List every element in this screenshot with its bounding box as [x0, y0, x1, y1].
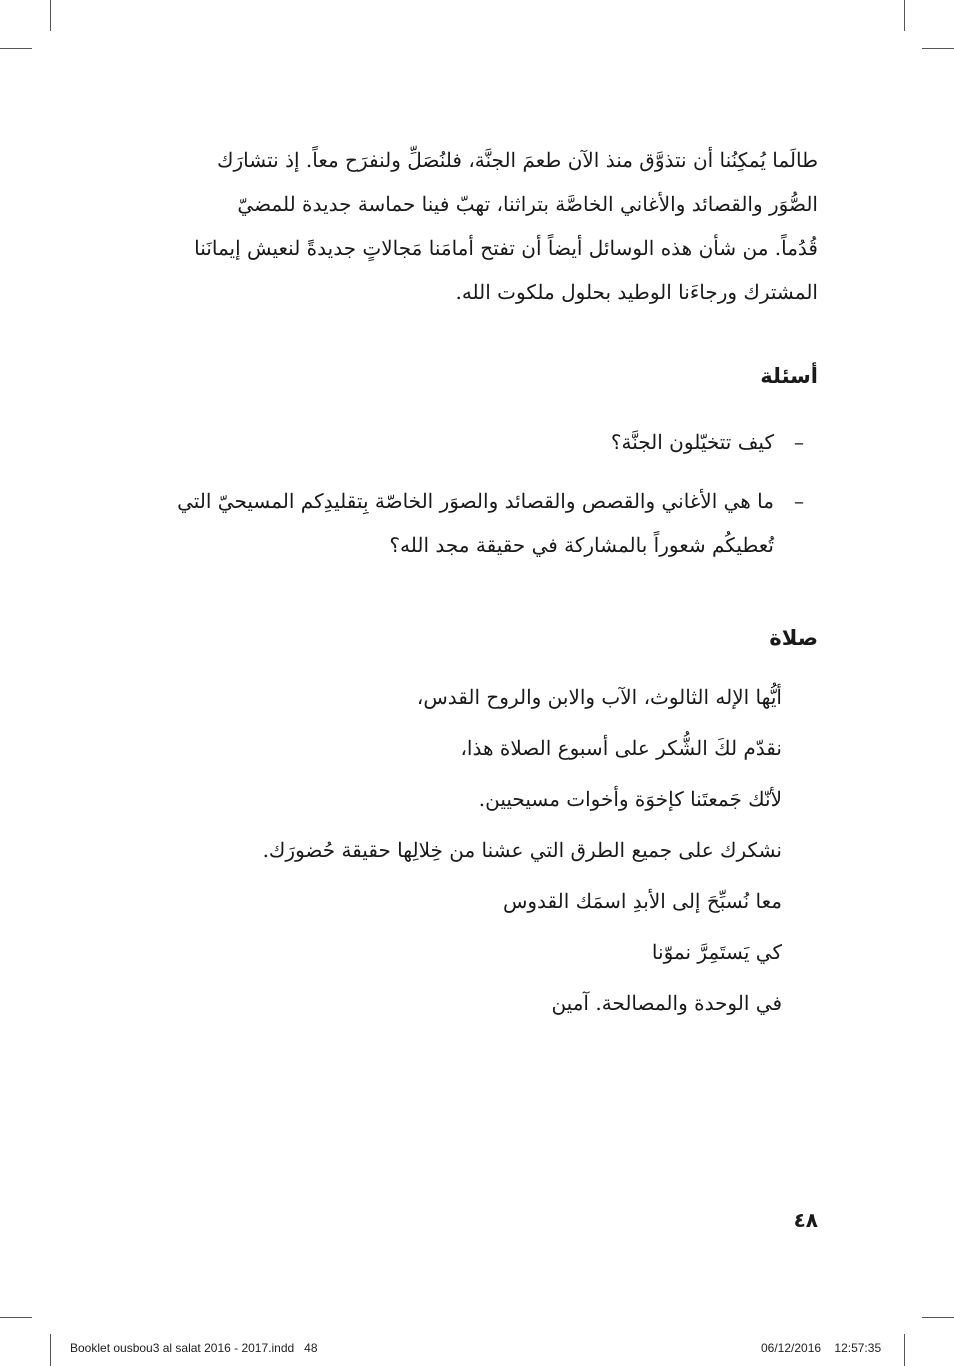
prayer-heading: صلاة	[769, 626, 818, 650]
questions-heading: أسئلة	[760, 364, 818, 388]
crop-mark	[904, 1334, 905, 1366]
crop-mark	[0, 1317, 32, 1318]
crop-mark	[922, 1317, 954, 1318]
intro-line: الصُّوَر والقصائد والأغاني الخاصَّة بتراثنا، تهبّ فينا حماسة جديدة للمضيّ	[237, 192, 818, 216]
crop-mark	[0, 48, 32, 49]
prayer-line: لأنّك جَمعتَنا كإخوَة وأخوات مسيحيين.	[478, 787, 782, 811]
question-item	[136, 479, 818, 567]
prayer-line: نقدّم لكَ الشُّكر على أسبوع الصلاة هذا،	[460, 736, 782, 760]
prayer-text	[136, 672, 782, 1029]
intro-paragraph	[136, 138, 818, 314]
prayer-line: كي يَستَمِرَّ نموّنا	[651, 940, 782, 964]
intro-line: قُدُماً. من شأن هذه الوسائل أيضاً أن تفتح أمامَنا مَجالاتٍ جديدةً لنعيش إيمانَنا	[194, 236, 818, 260]
slug-time: 12:57:35	[834, 1341, 882, 1355]
dash-bullet: –	[794, 430, 804, 454]
dash-bullet: –	[794, 489, 804, 513]
question-text: كيف تتخيّلون الجنَّة؟	[610, 430, 774, 454]
prayer-line: في الوحدة والمصالحة. آمين	[551, 991, 782, 1015]
crop-mark	[50, 0, 51, 31]
question-item	[136, 420, 818, 464]
slug-filename: Booklet ousbou3 al salat 2016 - 2017.indd 48	[70, 1341, 318, 1355]
slug-timestamp	[761, 1341, 881, 1355]
prayer-line: معا نُسبِّحَ إلى الأبدِ اسمَك القدوس	[502, 889, 782, 913]
prayer-line: أيُّها الإله الثالوث، الآب والابن والروح القدس،	[416, 685, 782, 709]
intro-line: طالَما يُمكِنُنا أن نتذوَّق منذ الآن طعمَ الجنَّة، فلنُصَلِّ ولنفرَح معاً. إذ نتشارَك	[217, 148, 818, 172]
crop-mark	[50, 1334, 51, 1366]
prayer-line: نشكرك على جميع الطرق التي عشنا من خِلالِها حقيقة حُضورَك.	[262, 838, 782, 862]
question-text: ما هي الأغاني والقصص والقصائد والصوَر الخاصّة بِتقليدِكم المسيحيّ التي تُعطيكُم شعوراً بالمشاركة في حقيقة مجد الله؟	[177, 489, 774, 557]
page-number: ٤٨	[793, 1208, 818, 1232]
questions-list	[136, 420, 818, 582]
crop-mark	[904, 0, 905, 31]
intro-line: المشترك ورجاءَنا الوطيد بحلول ملكوت الله.	[455, 280, 818, 304]
slug-date: 06/12/2016	[761, 1341, 822, 1355]
crop-mark	[922, 48, 954, 49]
